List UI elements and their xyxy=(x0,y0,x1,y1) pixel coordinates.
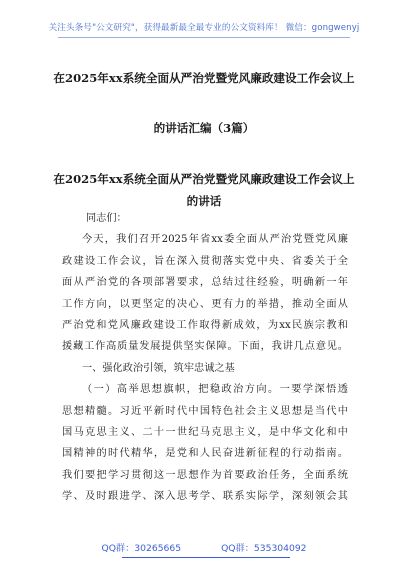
section-heading: 一、强化政治引领，筑牢忠诚之基 xyxy=(82,362,235,374)
speech-title-line-2: 的讲话 xyxy=(186,194,222,208)
paragraph-line: 援藏工作高质量发展提供坚实保障。下面，我讲几点意见。 xyxy=(62,341,348,353)
footer-underline xyxy=(122,557,290,558)
paragraph-line: 政建设工作会议，旨在深入贯彻落实党中央、省委关于全 xyxy=(62,255,348,267)
paragraph-line: 我们要把学习贯彻这一思想作为首要政治任务，全面系统 xyxy=(62,469,348,481)
paragraph-line: 今天，我们召开2025年省xx委全面从严治党暨党风廉 xyxy=(82,234,348,246)
speech-title-line-1: 在2025年xx系统全面从严治党暨党风廉政建设工作会议上 xyxy=(53,172,355,186)
salutation: 同志们： xyxy=(86,213,127,224)
paragraph-line: 面从严治党的各项部署要求，总结过往经验，明确新一年 xyxy=(62,277,348,289)
paragraph-line: 严治党和党风廉政建设工作取得新成效，为xx民族宗教和 xyxy=(62,319,348,331)
speech-title xyxy=(0,168,408,212)
paragraph-line: 国精神的时代精华，是党和人民奋进新征程的行动指南。 xyxy=(62,448,348,460)
header-divider xyxy=(58,37,350,38)
speech-body xyxy=(62,208,348,507)
document-title-line-1: 在2025年xx系统全面从严治党暨党风廉政建设工作会议上 xyxy=(53,71,355,85)
footer-contacts xyxy=(0,540,408,554)
footer-qq-group-1: QQ群：30265665 xyxy=(101,543,182,554)
paragraph-line: 学、及时跟进学、深入思考学、联系实际学，深刻领会其 xyxy=(62,491,348,503)
paragraph-line: 工作方向，以更坚定的决心、更有力的举措，推动全面从 xyxy=(62,298,348,310)
paragraph-line: 思想精髓。习近平新时代中国特色社会主义思想是当代中 xyxy=(62,405,348,417)
paragraph-line: （一）高举思想旗帜，把稳政治方向。一要学深悟透 xyxy=(82,384,348,396)
header-promo-note: 关注头条号"公文研究"，获得最新最全最专业的公文资料库！ 微信：gongwenyj xyxy=(48,23,360,33)
paragraph-line: 国马克思主义、二十一世纪马克思主义，是中华文化和中 xyxy=(62,426,348,438)
footer-qq-group-2: QQ群：535304092 xyxy=(221,543,307,554)
document-title-line-2: 的讲话汇编（3篇） xyxy=(153,121,255,135)
